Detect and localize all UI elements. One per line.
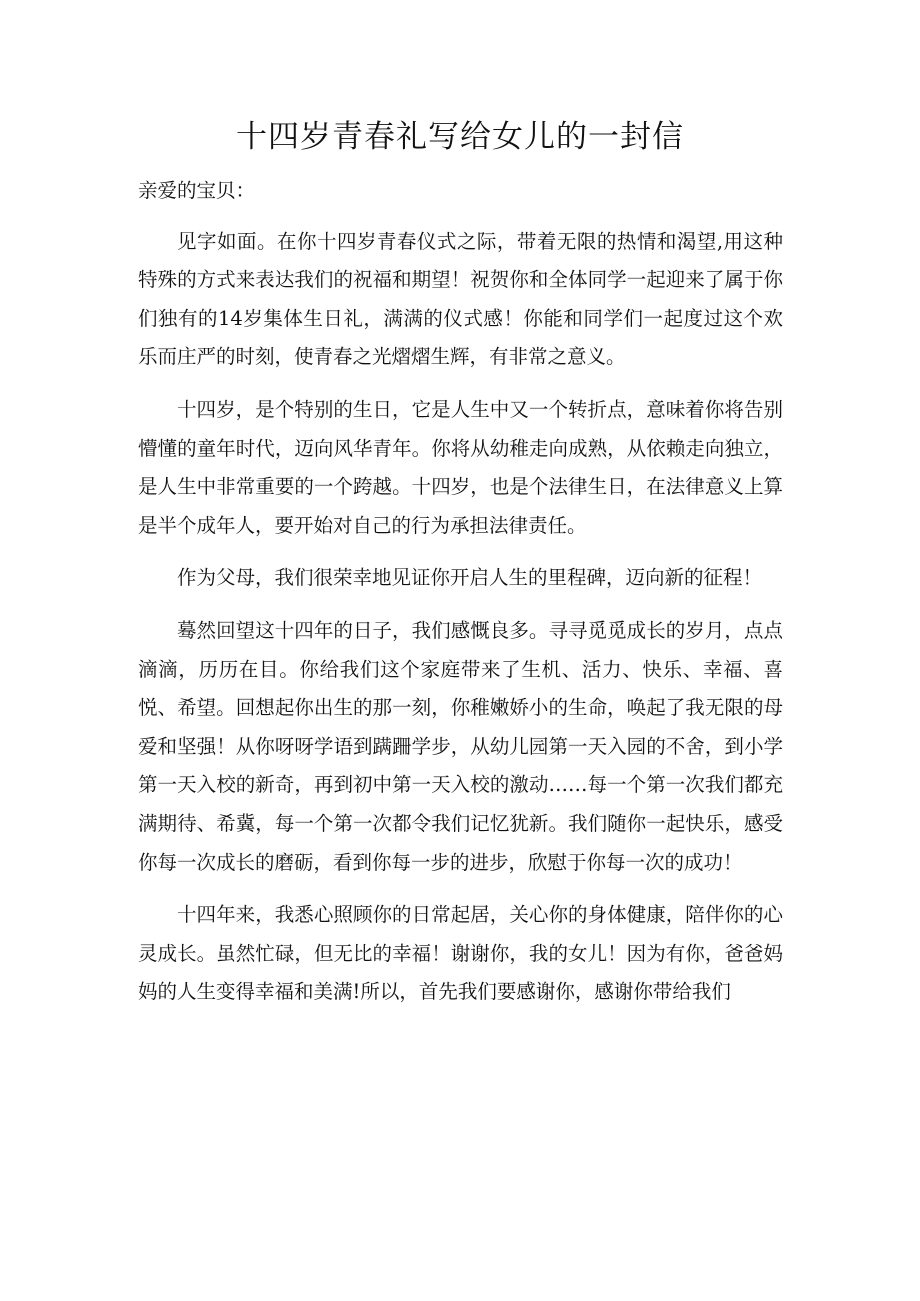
paragraph-5: 十四年来，我悉心照顾你的日常起居，关心你的身体健康，陪伴你的心灵成长。虽然忙碌，但无比的幸福！谢谢你，我的女儿！因为有你，爸爸妈妈的人生变得幸福和美满!所以，首先我们要感谢你，感谢你带给我们 [138, 903, 783, 1004]
paragraph-4: 蓦然回望这十四年的日子，我们感慨良多。寻寻觅觅成长的岁月，点点滴滴，历历在目。你给我们这个家庭带来了生机、活力、快乐、幸福、喜悦、希望。回想起你出生的那一刻，你稚嫩娇小的生命，唤起了我无限的母爱和坚强！从你呀呀学语到蹒跚学步，从幼儿园第一天入园的不舍，到小学第一天入校的新奇，再到初中第一天入校的激动……每一个第一次我们都充满期待、希冀，每一个第一次都令我们记忆犹新。我们随你一起快乐，感受你每一次成长的磨砺，看到你每一步的进步，欣慰于你每一次的成功！ [138, 618, 783, 874]
paragraph-2: 十四岁，是个特别的生日，它是人生中又一个转折点，意味着你将告别懵懂的童年时代，迈向风华青年。你将从幼稚走向成熟，从依赖走向独立，是人生中非常重要的一个跨越。十四岁，也是个法律生日，在法律意义上算是半个成年人，要开始对自己的行为承担法律责任。 [138, 397, 783, 537]
paragraph-3: 作为父母，我们很荣幸地见证你开启人生的里程碑，迈向新的征程！ [177, 566, 763, 590]
paragraph-1: 见字如面。在你十四岁青春仪式之际，带着无限的热情和渴望,用这种特殊的方式来表达我们的祝福和期望！祝贺你和全体同学一起迎来了属于你们独有的14岁集体生日礼，满满的仪式感！你能和同学们一起度过这个欢乐而庄严的时刻，使青春之光熠熠生辉，有非常之意义。 [138, 229, 783, 369]
document-title: 十四岁青春礼写给女儿的一封信 [236, 119, 684, 155]
salutation: 亲爱的宝贝： [138, 179, 256, 202]
letter-body [138, 172, 783, 1012]
